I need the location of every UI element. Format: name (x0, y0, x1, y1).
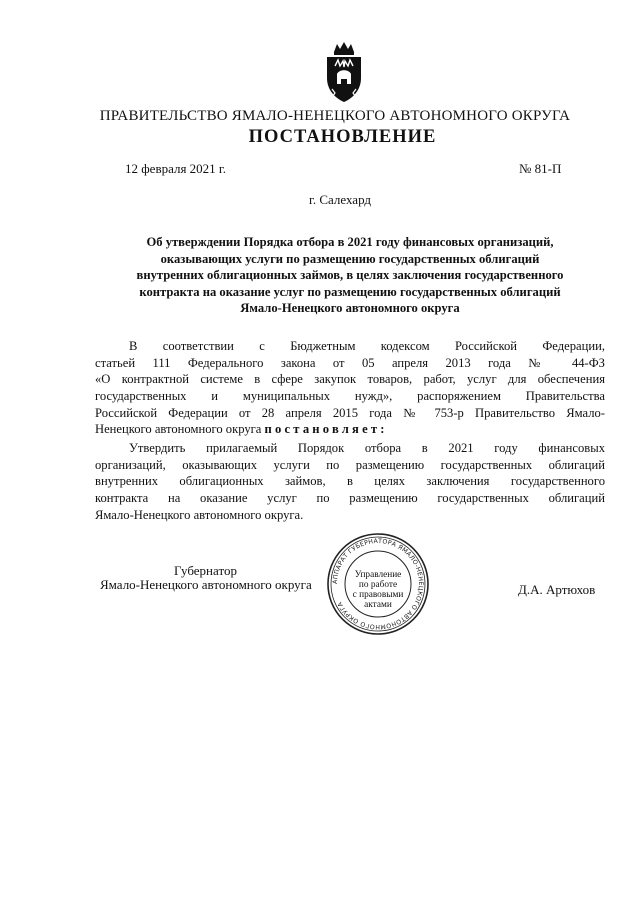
title-line: Об утверждении Порядка отбора в 2021 году финансовых организаций, (146, 235, 554, 249)
stamp-line: актами (364, 600, 392, 610)
document-title (95, 234, 605, 317)
paragraph-line: Ямало-Ненецкого автономного округа. (95, 507, 304, 522)
stamp-line: с правовыми (352, 590, 404, 600)
title-line: оказывающих услуги по размещению государственных облигаций (160, 251, 540, 266)
resolves-word: постановляет: (264, 422, 388, 437)
paragraph-line: контракта на оказание услуг по размещению государственных облигаций (95, 491, 605, 506)
document-number: № 81-П (519, 161, 562, 176)
paragraph-line (95, 421, 605, 438)
paragraph-line: Утвердить прилагаемый Порядок отбора в 2021 году финансовых (129, 441, 605, 455)
paragraph-line-text: Ненецкого автономного округа (95, 422, 265, 437)
paragraph-line: организаций, оказывающих услуги по размещению государственных облигаций (95, 457, 605, 472)
signatory-name: Д.А. Артюхов (518, 582, 596, 597)
document-city: г. Салехард (308, 192, 372, 207)
stamp-ring-text: АППАРАТ ГУБЕРНАТОРА ЯМАЛО-НЕНЕЦКОГО АВТОНОМНОГО ОКРУГА (331, 537, 425, 631)
stamp-line: по работе (358, 580, 398, 590)
title-line: контракта на оказание услуг по размещению государственных облигаций (139, 284, 561, 299)
stamp-inner-text (351, 570, 405, 610)
paragraph-line: «О контрактной системе в сфере закупок товаров, работ, услуг для обеспечения (95, 372, 605, 387)
title-line: внутренних облигационных займов, в целях заключения государственного (136, 268, 564, 282)
document-date: 12 февраля 2021 г. (125, 161, 227, 176)
organization-name: ПРАВИТЕЛЬСТВО ЯМАЛО-НЕНЕЦКОГО АВТОНОМНОГО ОКРУГА (99, 108, 571, 124)
paragraph-line: статьей 111 Федерального закона от 05 апреля 2013 года № 44-ФЗ (95, 355, 605, 370)
preamble-paragraph (95, 338, 605, 438)
document-type: ПОСТАНОВЛЕНИЕ (248, 127, 437, 147)
signatory-region: Ямало-Ненецкого автономного округа (100, 577, 312, 592)
paragraph-line: В соответствии с Бюджетным кодексом Российской Федерации, (129, 339, 605, 353)
coat-of-arms-icon (321, 40, 367, 104)
paragraph-line: внутренних облигационных займов, в целях заключения государственного (95, 474, 605, 489)
title-line: Ямало-Ненецкого автономного округа (240, 301, 460, 315)
paragraph-line: Российской Федерации от 28 апреля 2015 года № 753-р Правительство Ямало- (95, 405, 605, 420)
signatory-title: Губернатор (174, 563, 237, 578)
stamp-line: Управление (354, 570, 402, 580)
resolution-paragraph (95, 440, 605, 523)
paragraph-line: государственных и муниципальных нужд», распоряжением Правительства (95, 389, 605, 404)
